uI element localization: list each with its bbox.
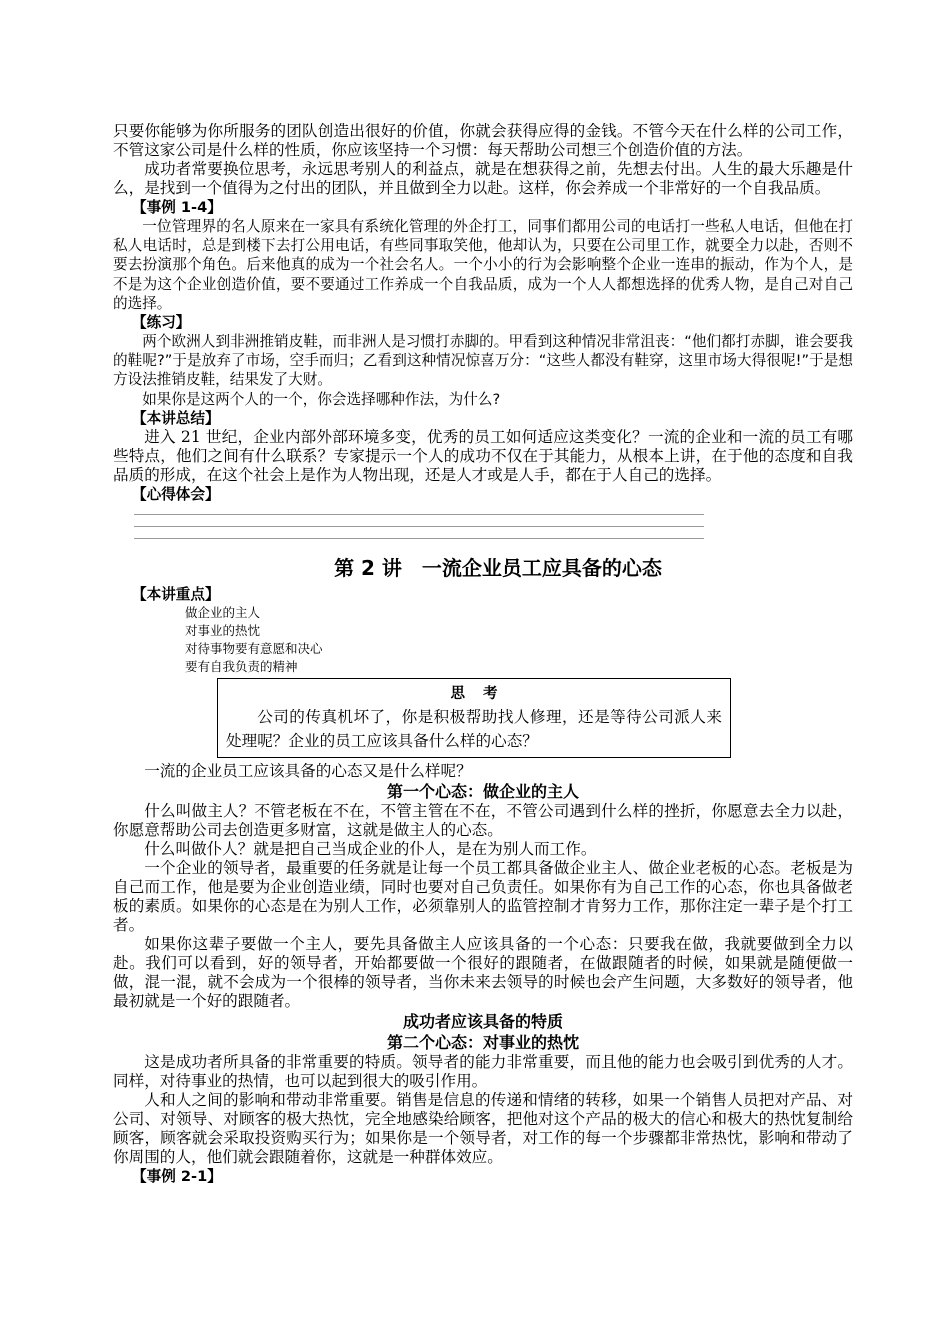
exercise-question: 如果你是这两个人的一个，你会选择哪种作法，为什么? [142,390,501,408]
mindset-1-para-2: 什么叫做仆人？就是把自己当成企业的仆人，是在为别人而工作。 [144,839,597,858]
focus-label: 【本讲重点】 [132,585,220,603]
think-box-text: 公司的传真机坏了，你是积极帮助找人修理，还是等待公司派人来处理呢？企业的员工应该具备什么样的心态？ [226,707,722,750]
focus-item: 要有自我负责的精神 [185,658,298,674]
heading-mindset-2: 第二个心态：对事业的热忱 [386,1032,579,1052]
mindset-intro: 一流的企业员工应该具备的心态又是什么样呢？ [144,761,472,780]
mindset-2-para-1: 这是成功者所具备的非常重要的特质。领导者的能力非常重要，而且他的能力也会吸引到优秀的人才。同样，对待事业的热情，也可以起到很大的吸引作用。 [113,1052,853,1090]
notes-label: 【心得体会】 [132,485,220,503]
think-box [217,678,731,758]
mindset-1-para-3: 一个企业的领导者，最重要的任务就是让每一个员工都具备做企业主人、做企业老板的心态。老板是为自己而工作，他是要为企业创造业绩，同时也要对自己负责任。如果你有为自己工作的心态，你也具备做老板的素质。如果你的心态是在为别人工作，必须靠别人的监管控制才肯努力工作，那你注定一辈子是个打工者。 [113,858,853,934]
writing-line [134,526,704,527]
writing-line [134,538,704,539]
notes-writing-lines [113,514,853,539]
focus-item: 做企业的主人 [185,604,261,620]
focus-item: 对事业的热忱 [185,622,261,638]
case-1-4-label: 【事例 1-4】 [132,199,222,216]
paragraph-value-creation: 只要你能够为你所服务的团队创造出很好的价值，你就会获得应得的金钱。不管今天在什么样的公司工作，不管这家公司是什么样的性质，你应该坚持一个习惯：每天帮助公司想三个创造价值的方法。 [113,122,853,159]
mindset-1-para-1: 什么叫做主人？不管老板在不在，不管主管在不在，不管公司遇到什么样的挫折，你愿意去全力以赴，你愿意帮助公司去创造更多财富，这就是做主人的心态。 [113,801,853,839]
case-2-1-label: 【事例 2-1】 [132,1167,222,1185]
exercise-text: 两个欧洲人到非洲推销皮鞋，而非洲人是习惯打赤脚的。甲看到这种情况非常沮丧：“他们都打赤脚，谁会要我的鞋呢?”于是放弃了市场，空手而归；乙看到这种情况惊喜万分：“这些人都没有鞋穿，这里市场大得很呢!”于是想方设法推销皮鞋，结果发了大财。 [113,333,853,389]
writing-line [134,514,704,515]
focus-list [185,604,853,676]
mindset-2-para-2: 人和人之间的影响和带动非常重要。销售是信息的传递和情绪的转移，如果一个销售人员把对产品、对公司、对领导、对顾客的极大热忱，完全地感染给顾客，把他对这个产品的极大的信心和极大的热忱复制给顾客，顾客就会采取投资购买行为；如果你是一个领导者，对工作的每一个步骤都非常热忱，影响和带动了你周围的人，他们就会跟随着你，这就是一种群体效应。 [113,1090,853,1166]
summary-text: 进入 21 世纪，企业内部外部环境多变，优秀的员工如何适应这类变化？一流的企业和一流的员工有哪些特点，他们之间有什么联系？专家提示一个人的成功不仅在于其能力，从根本上讲，在于他的态度和自我品质的形成，在这个社会上是作为人物出现，还是人才或是人手，都在于人自己的选择。 [113,427,853,484]
summary-label: 【本讲总结】 [132,409,220,427]
heading-success-traits: 成功者应该具备的特质 [402,1011,563,1031]
case-1-4-text: 一位管理界的名人原来在一家具有系统化管理的外企打工，同事们都用公司的电话打一些私人电话，但他在打私人电话时，总是到楼下去打公用电话，有些同事取笑他，他却认为，只要在公司里工作，就要全力以赴，否则不要去扮演那个角色。后来他真的成为一个社会名人。一个小小的行为会影响整个企业一连串的振动，作为个人，是不是为这个企业创造价值，要不要通过工作养成一个自我品质，成为一个人人都想选择的优秀人物，是自己对自己的选择。 [113,218,853,312]
lecture-2-title: 第 2 讲 一流企业员工应具备的心态 [334,555,662,580]
mindset-1-para-4: 如果你这辈子要做一个主人，要先具备做主人应该具备的一个心态：只要我在做，我就要做到全力以赴。我们可以看到，好的领导者，开始都要做一个很好的跟随者，在做跟随者的时候，如果就是随便做一做，混一混，就不会成为一个很棒的领导者，当你未来去领导的时候也会产生问题，大多数好的领导者，他最初就是一个好的跟随者。 [113,934,853,1010]
focus-item: 对待事物要有意愿和决心 [185,640,323,656]
think-box-title: 思考 [450,685,516,702]
heading-mindset-1: 第一个心态：做企业的主人 [386,781,579,801]
page-content [113,122,853,1186]
paragraph-perspective: 成功者常要换位思考，永远思考别人的利益点，就是在想获得之前，先想去付出。人生的最大乐趣是什么，是找到一个值得为之付出的团队，并且做到全力以赴。这样，你会养成一个非常好的一个自我品质。 [113,160,853,197]
exercise-label: 【练习】 [132,314,191,332]
